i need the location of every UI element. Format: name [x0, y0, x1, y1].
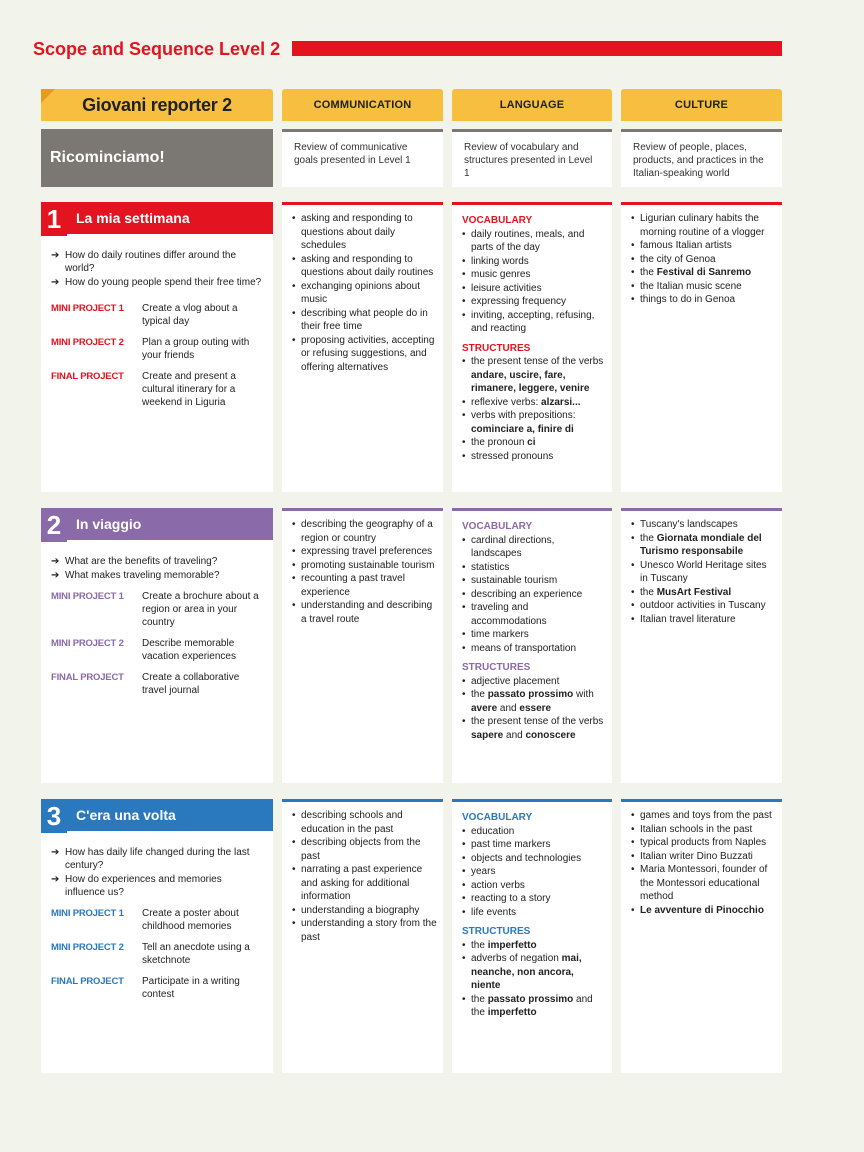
list-item: • describing the geography of a region or country [292, 518, 437, 545]
list-item: • adjective placement [462, 675, 606, 689]
unit-1-mini-project-2: MINI PROJECT 2 Plan a group outing with your friends [51, 337, 250, 361]
unit-2-question: ➔ What are the benefits of traveling? [51, 556, 218, 567]
unit-2-overview [41, 508, 273, 783]
unit-1-culture [621, 202, 782, 492]
list-item: • verbs with prepositions: cominciare a, finire di [462, 409, 606, 436]
list-item: • exchanging opinions about music [292, 280, 437, 307]
list-item: • things to do in Genoa [631, 293, 776, 307]
list-item: • leisure activities [462, 282, 606, 296]
list-item: • inviting, accepting, refusing, and reacting [462, 309, 606, 336]
list-item: • the imperfetto [462, 939, 606, 953]
unit-2-mini-project-1: MINI PROJECT 1 Create a brochure about a region or area in your country [51, 591, 259, 628]
unit-2-communication [282, 508, 443, 783]
list-item: • outdoor activities in Tuscany [631, 599, 776, 613]
unit-1-communication [282, 202, 443, 492]
unit-3-language [452, 799, 612, 1073]
unit-2-title: In viaggio [76, 516, 142, 532]
list-item: • music genres [462, 268, 606, 282]
unit-1-title: La mia settimana [76, 210, 190, 226]
review-label: Ricominciamo! [41, 129, 273, 187]
unit-3-overview [41, 799, 273, 1073]
list-item: • the Italian music scene [631, 280, 776, 294]
structures-heading: STRUCTURES [462, 926, 531, 937]
list-item: • describing schools and education in the past [292, 809, 437, 836]
unit-3-communication [282, 799, 443, 1073]
list-item: • time markers [462, 628, 606, 642]
unit-3-culture [621, 799, 782, 1073]
review-culture: Review of people, places, products, and practices in the Italian-speaking world [621, 129, 782, 187]
unit-2-mini-project-2: MINI PROJECT 2 Describe memorable vacation experiences [51, 638, 236, 662]
list-item: • means of transportation [462, 642, 606, 656]
structures-heading: STRUCTURES [462, 342, 531, 354]
unit-1-mini-project-1: MINI PROJECT 1 Create a vlog about a typical day [51, 303, 238, 327]
unit-2-number: 2 [41, 508, 67, 542]
column-header-language: LANGUAGE [452, 89, 612, 121]
unit-1-number: 1 [41, 202, 67, 236]
list-item: • games and toys from the past [631, 809, 776, 823]
structures-heading: STRUCTURES [462, 662, 531, 673]
page-title: Scope and Sequence Level 2 [33, 39, 281, 59]
list-item: • describing an experience [462, 588, 606, 602]
list-item: • statistics [462, 561, 606, 575]
unit-3-title: C'era una volta [76, 807, 176, 823]
list-item: • understanding and describing a travel route [292, 599, 437, 626]
review-communication: Review of communicative goals presented in Level 1 [282, 129, 443, 187]
arrow-icon: ➔ [51, 556, 60, 567]
list-item: • cardinal directions, landscapes [462, 534, 606, 561]
arrow-icon: ➔ [51, 570, 60, 581]
unit-1-header [41, 202, 273, 234]
list-item: • understanding a story from the past [292, 917, 437, 944]
list-item: • the MusArt Festival [631, 586, 776, 600]
list-item: • the city of Genoa [631, 253, 776, 267]
unit-3-question: ➔ How has daily life changed during the last century? [51, 847, 250, 871]
list-item: • action verbs [462, 879, 606, 893]
list-item: • understanding a biography [292, 904, 437, 918]
list-item: • Italian writer Dino Buzzati [631, 850, 776, 864]
unit-2-question: ➔ What makes traveling memorable? [51, 570, 220, 581]
list-item: • narrating a past experience and asking for additional information [292, 863, 437, 904]
vocabulary-heading: VOCABULARY [462, 521, 533, 532]
vocabulary-heading: VOCABULARY [462, 812, 533, 823]
list-item: • reflexive verbs: alzarsi... [462, 396, 606, 410]
list-item: • past time markers [462, 838, 606, 852]
list-item: • proposing activities, accepting or refusing suggestions, and offering alternatives [292, 334, 437, 375]
unit-3-final-project: FINAL PROJECT Participate in a writing contest [51, 976, 240, 1000]
list-item: • the passato prossimo and the imperfetto [462, 993, 606, 1020]
list-item: • objects and technologies [462, 852, 606, 866]
unit-2-header [41, 508, 273, 540]
unit-3-header [41, 799, 273, 831]
list-item: • life events [462, 906, 606, 920]
unit-3-mini-project-1: MINI PROJECT 1 Create a poster about childhood memories [51, 908, 239, 932]
list-item: • typical products from Naples [631, 836, 776, 850]
unit-1-final-project: FINAL PROJECT Create and present a cultural itinerary for a weekend in Liguria [51, 371, 236, 408]
unit-2-language [452, 508, 612, 783]
list-item: • asking and responding to questions about daily routines [292, 253, 437, 280]
list-item: • Maria Montessori, founder of the Montessori educational method [631, 863, 776, 904]
unit-2-final-project: FINAL PROJECT Create a collaborative travel journal [51, 672, 240, 696]
list-item: • the present tense of the verbs andare, uscire, fare, rimanere, leggere, venire [462, 355, 606, 396]
column-header-communication: COMMUNICATION [282, 89, 443, 121]
list-item: • Le avventure di Pinocchio [631, 904, 776, 918]
list-item: • the Festival di Sanremo [631, 266, 776, 280]
unit-3-mini-project-2: MINI PROJECT 2 Tell an anecdote using a sketchnote [51, 942, 250, 966]
list-item: • describing what people do in their free time [292, 307, 437, 334]
list-item: • describing objects from the past [292, 836, 437, 863]
list-item: • education [462, 825, 606, 839]
book-title: Giovani reporter 2 [41, 89, 273, 121]
list-item: • Unesco World Heritage sites in Tuscany [631, 559, 776, 586]
review-language: Review of vocabulary and structures presented in Level 1 [452, 129, 612, 187]
list-item: • famous Italian artists [631, 239, 776, 253]
list-item: • the present tense of the verbs sapere and conoscere [462, 715, 606, 742]
list-item: • Italian schools in the past [631, 823, 776, 837]
list-item: • Tuscany's landscapes [631, 518, 776, 532]
list-item: • Italian travel literature [631, 613, 776, 627]
arrow-icon: ➔ [51, 277, 60, 288]
arrow-icon: ➔ [51, 874, 60, 885]
unit-1-language [452, 202, 612, 492]
list-item: • sustainable tourism [462, 574, 606, 588]
list-item: • Ligurian culinary habits the morning routine of a vlogger [631, 212, 776, 239]
list-item: • asking and responding to questions about daily schedules [292, 212, 437, 253]
arrow-icon: ➔ [51, 250, 60, 261]
list-item: • reacting to a story [462, 892, 606, 906]
list-item: • linking words [462, 255, 606, 269]
unit-3-number: 3 [41, 799, 67, 833]
list-item: • the passato prossimo with avere and essere [462, 688, 606, 715]
list-item: • adverbs of negation mai, neanche, non ancora, niente [462, 952, 606, 993]
arrow-icon: ➔ [51, 847, 60, 858]
unit-1-overview [41, 202, 273, 492]
corner-mark [41, 89, 55, 103]
list-item: • the Giornata mondiale del Turismo responsabile [631, 532, 776, 559]
list-item: • recounting a past travel experience [292, 572, 437, 599]
list-item: • expressing frequency [462, 295, 606, 309]
unit-3-question: ➔ How do experiences and memories influence us? [51, 874, 222, 898]
list-item: • the pronoun ci [462, 436, 606, 450]
list-item: • traveling and accommodations [462, 601, 606, 628]
vocabulary-heading: VOCABULARY [462, 215, 533, 226]
list-item: • promoting sustainable tourism [292, 559, 437, 573]
unit-2-culture [621, 508, 782, 783]
list-item: • years [462, 865, 606, 879]
list-item: • daily routines, meals, and parts of the day [462, 228, 606, 255]
title-bar [292, 41, 782, 56]
list-item: • expressing travel preferences [292, 545, 437, 559]
unit-1-question: ➔ How do young people spend their free time? [51, 277, 262, 288]
unit-1-question: ➔ How do daily routines differ around the world? [51, 250, 237, 274]
column-header-culture: CULTURE [621, 89, 782, 121]
list-item: • stressed pronouns [462, 450, 606, 464]
